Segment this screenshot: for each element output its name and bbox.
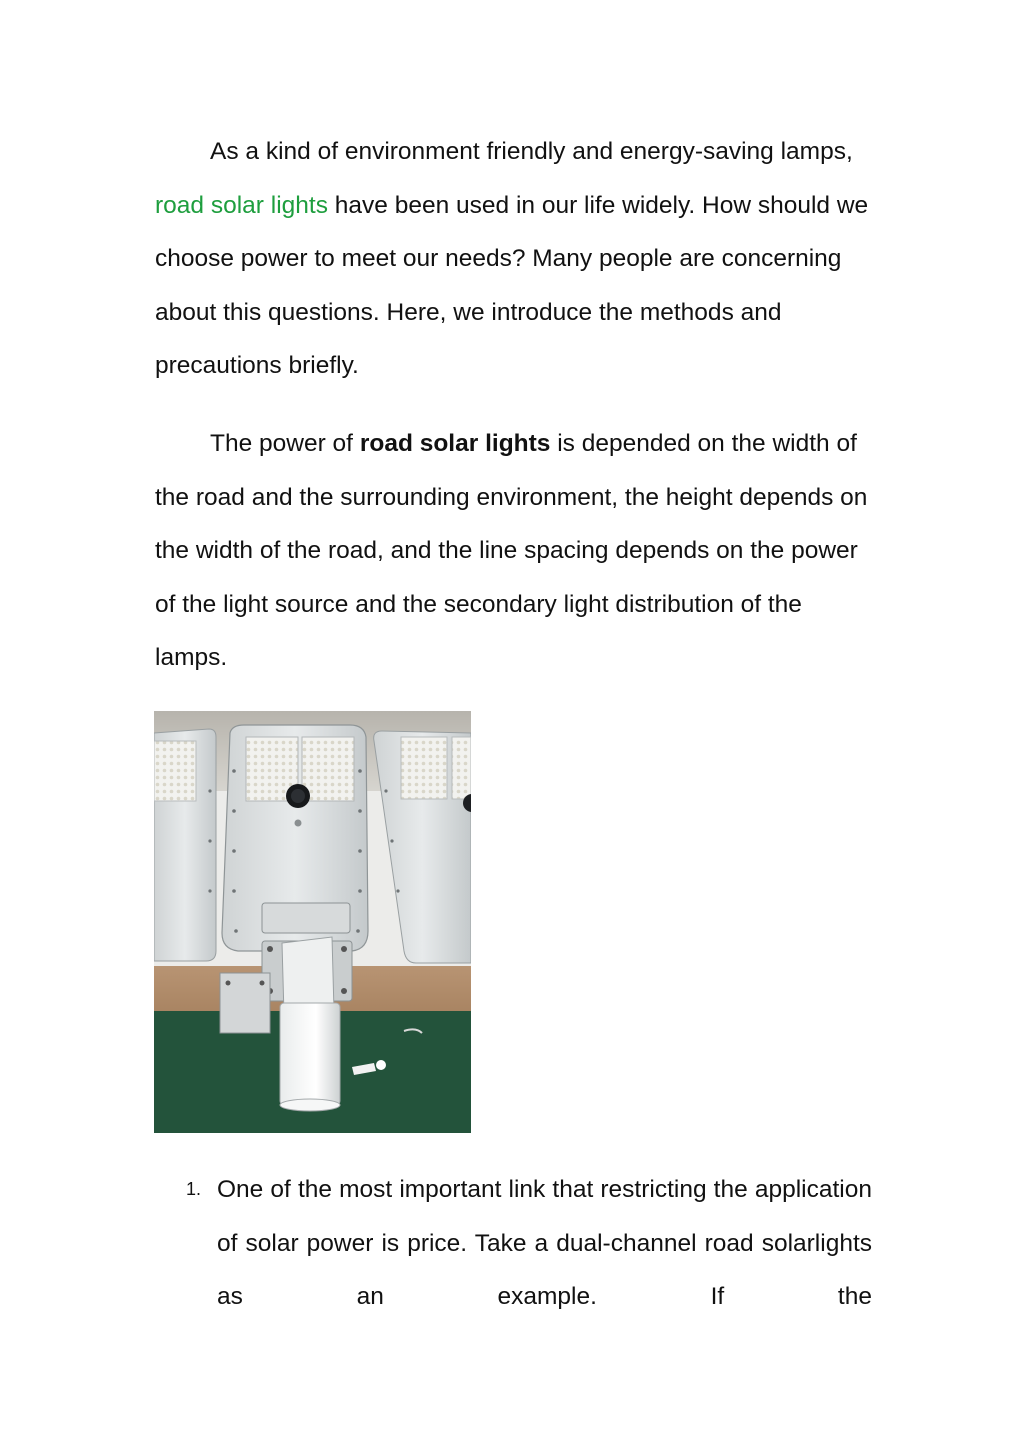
intro-paragraph xyxy=(155,125,870,393)
power-text-start: The power of xyxy=(210,430,360,457)
intro-text-start: As a kind of environment friendly and energy-saving lamps, xyxy=(210,138,853,165)
road-solar-lights-bold: road solar lights xyxy=(359,430,551,457)
list-number: 1. xyxy=(186,1179,202,1199)
list-item-text: One of the most important link that restricting the application of solar power is price. Take a dual-channel road solarlights as an example. If the xyxy=(217,1176,872,1310)
intro-text-end: have been used in our life widely. How should we choose power to meet our needs? Many people are concerning about this questions. Here, we introduce the methods and precautions briefly. xyxy=(155,191,869,379)
power-paragraph xyxy=(155,417,870,685)
solar-street-light-photo xyxy=(154,711,471,1133)
power-text-end: is depended on the width of the road and the surrounding environment, the height depends on the width of the road, and the line spacing depends on the power of the light source and the secondary light distribution of the lamps. xyxy=(155,430,868,671)
road-solar-lights-link[interactable]: road solar lights xyxy=(155,191,328,219)
